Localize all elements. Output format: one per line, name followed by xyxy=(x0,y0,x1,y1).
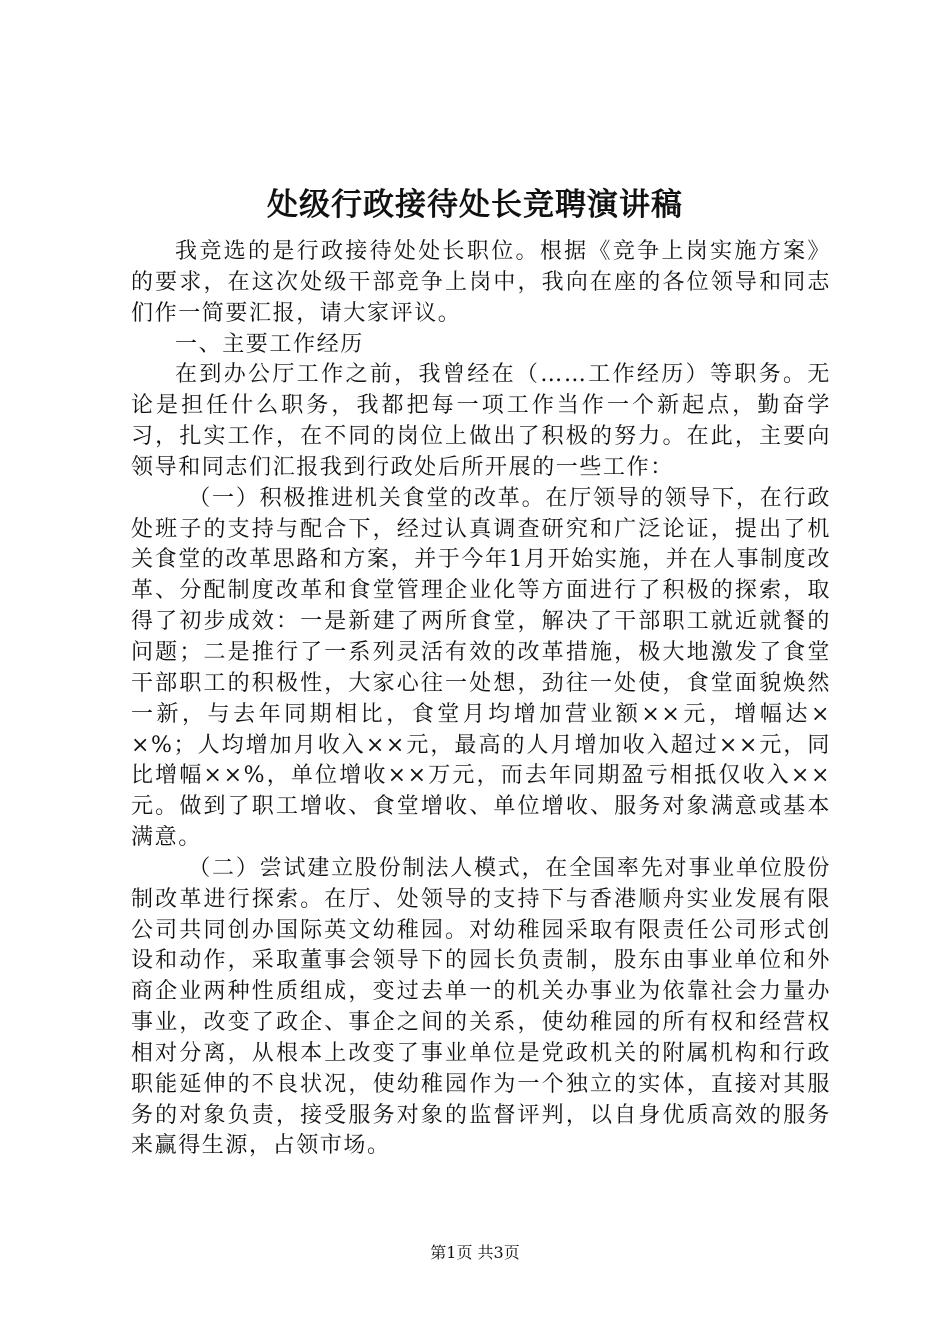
intro-paragraph: 我竞选的是行政接待处处长职位。根据《竞争上岗实施方案》的要求，在这次处级干部竞争上岗中，我向在座的各位领导和同志们作一简要汇报，请大家评议。 xyxy=(131,239,831,326)
shareholding-reform-paragraph: （二）尝试建立股份制法人模式，在全国率先对事业单位股份制改革进行探索。在厅、处领导的支持下与香港顺舟实业发展有限公司共同创办国际英文幼稚园。对幼稚园采取有限责任公司形式创设和动作，采取董事会领导下的园长负责制，股东由事业单位和外商企业两种性质组成，变过去单一的机关办事业为依靠社会力量办事业，改变了政企、事企之间的关系，使幼稚园的所有权和经营权相对分离，从根本上改变了事业单位是党政机关的附属机构和行政职能延伸的不良状况，使幼稚园作为一个独立的实体，直接对其服务的对象负责，接受服务对象的监督评判，以自身优质高效的服务来赢得生源，占领市场。 xyxy=(131,855,831,1159)
work-experience-paragraph: 在到办公厅工作之前，我曾经在（……工作经历）等职务。无论是担任什么职务，我都把每一项工作当作一个新起点，勤奋学习，扎实工作，在不同的岗位上做出了积极的努力。在此，主要向领导和同志们汇报我到行政处后所开展的一些工作： xyxy=(131,362,831,480)
document-title: 处级行政接待处长竞聘演讲稿 xyxy=(267,187,683,223)
canteen-reform-paragraph: （一）积极推进机关食堂的改革。在厅领导的领导下，在行政处班子的支持与配合下，经过认真调查研究和广泛论证，提出了机关食堂的改革思路和方案，并于今年1月开始实施，并在人事制度改革、分配制度改革和食堂管理企业化等方面进行了积极的探索，取得了初步成效：一是新建了两所食堂，解决了干部职工就近就餐的问题；二是推行了一系列灵活有效的改革措施，极大地激发了食堂干部职工的积极性，大家心往一处想，劲往一处使，食堂面貌焕然一新，与去年同期相比，食堂月均增加营业额××元，增幅达××%；人均增加月收入××元，最高的人月增加收入超过××元，同比增幅××%，单位增收××万元，而去年同期盈亏相抵仅收入××元。做到了职工增收、食堂增收、单位增收、服务对象满意或基本满意。 xyxy=(131,485,831,851)
document-body xyxy=(131,237,831,1162)
page-footer: 第1页 共3页 xyxy=(430,1243,520,1262)
section-heading-work-experience: 一、主要工作经历 xyxy=(175,331,364,357)
